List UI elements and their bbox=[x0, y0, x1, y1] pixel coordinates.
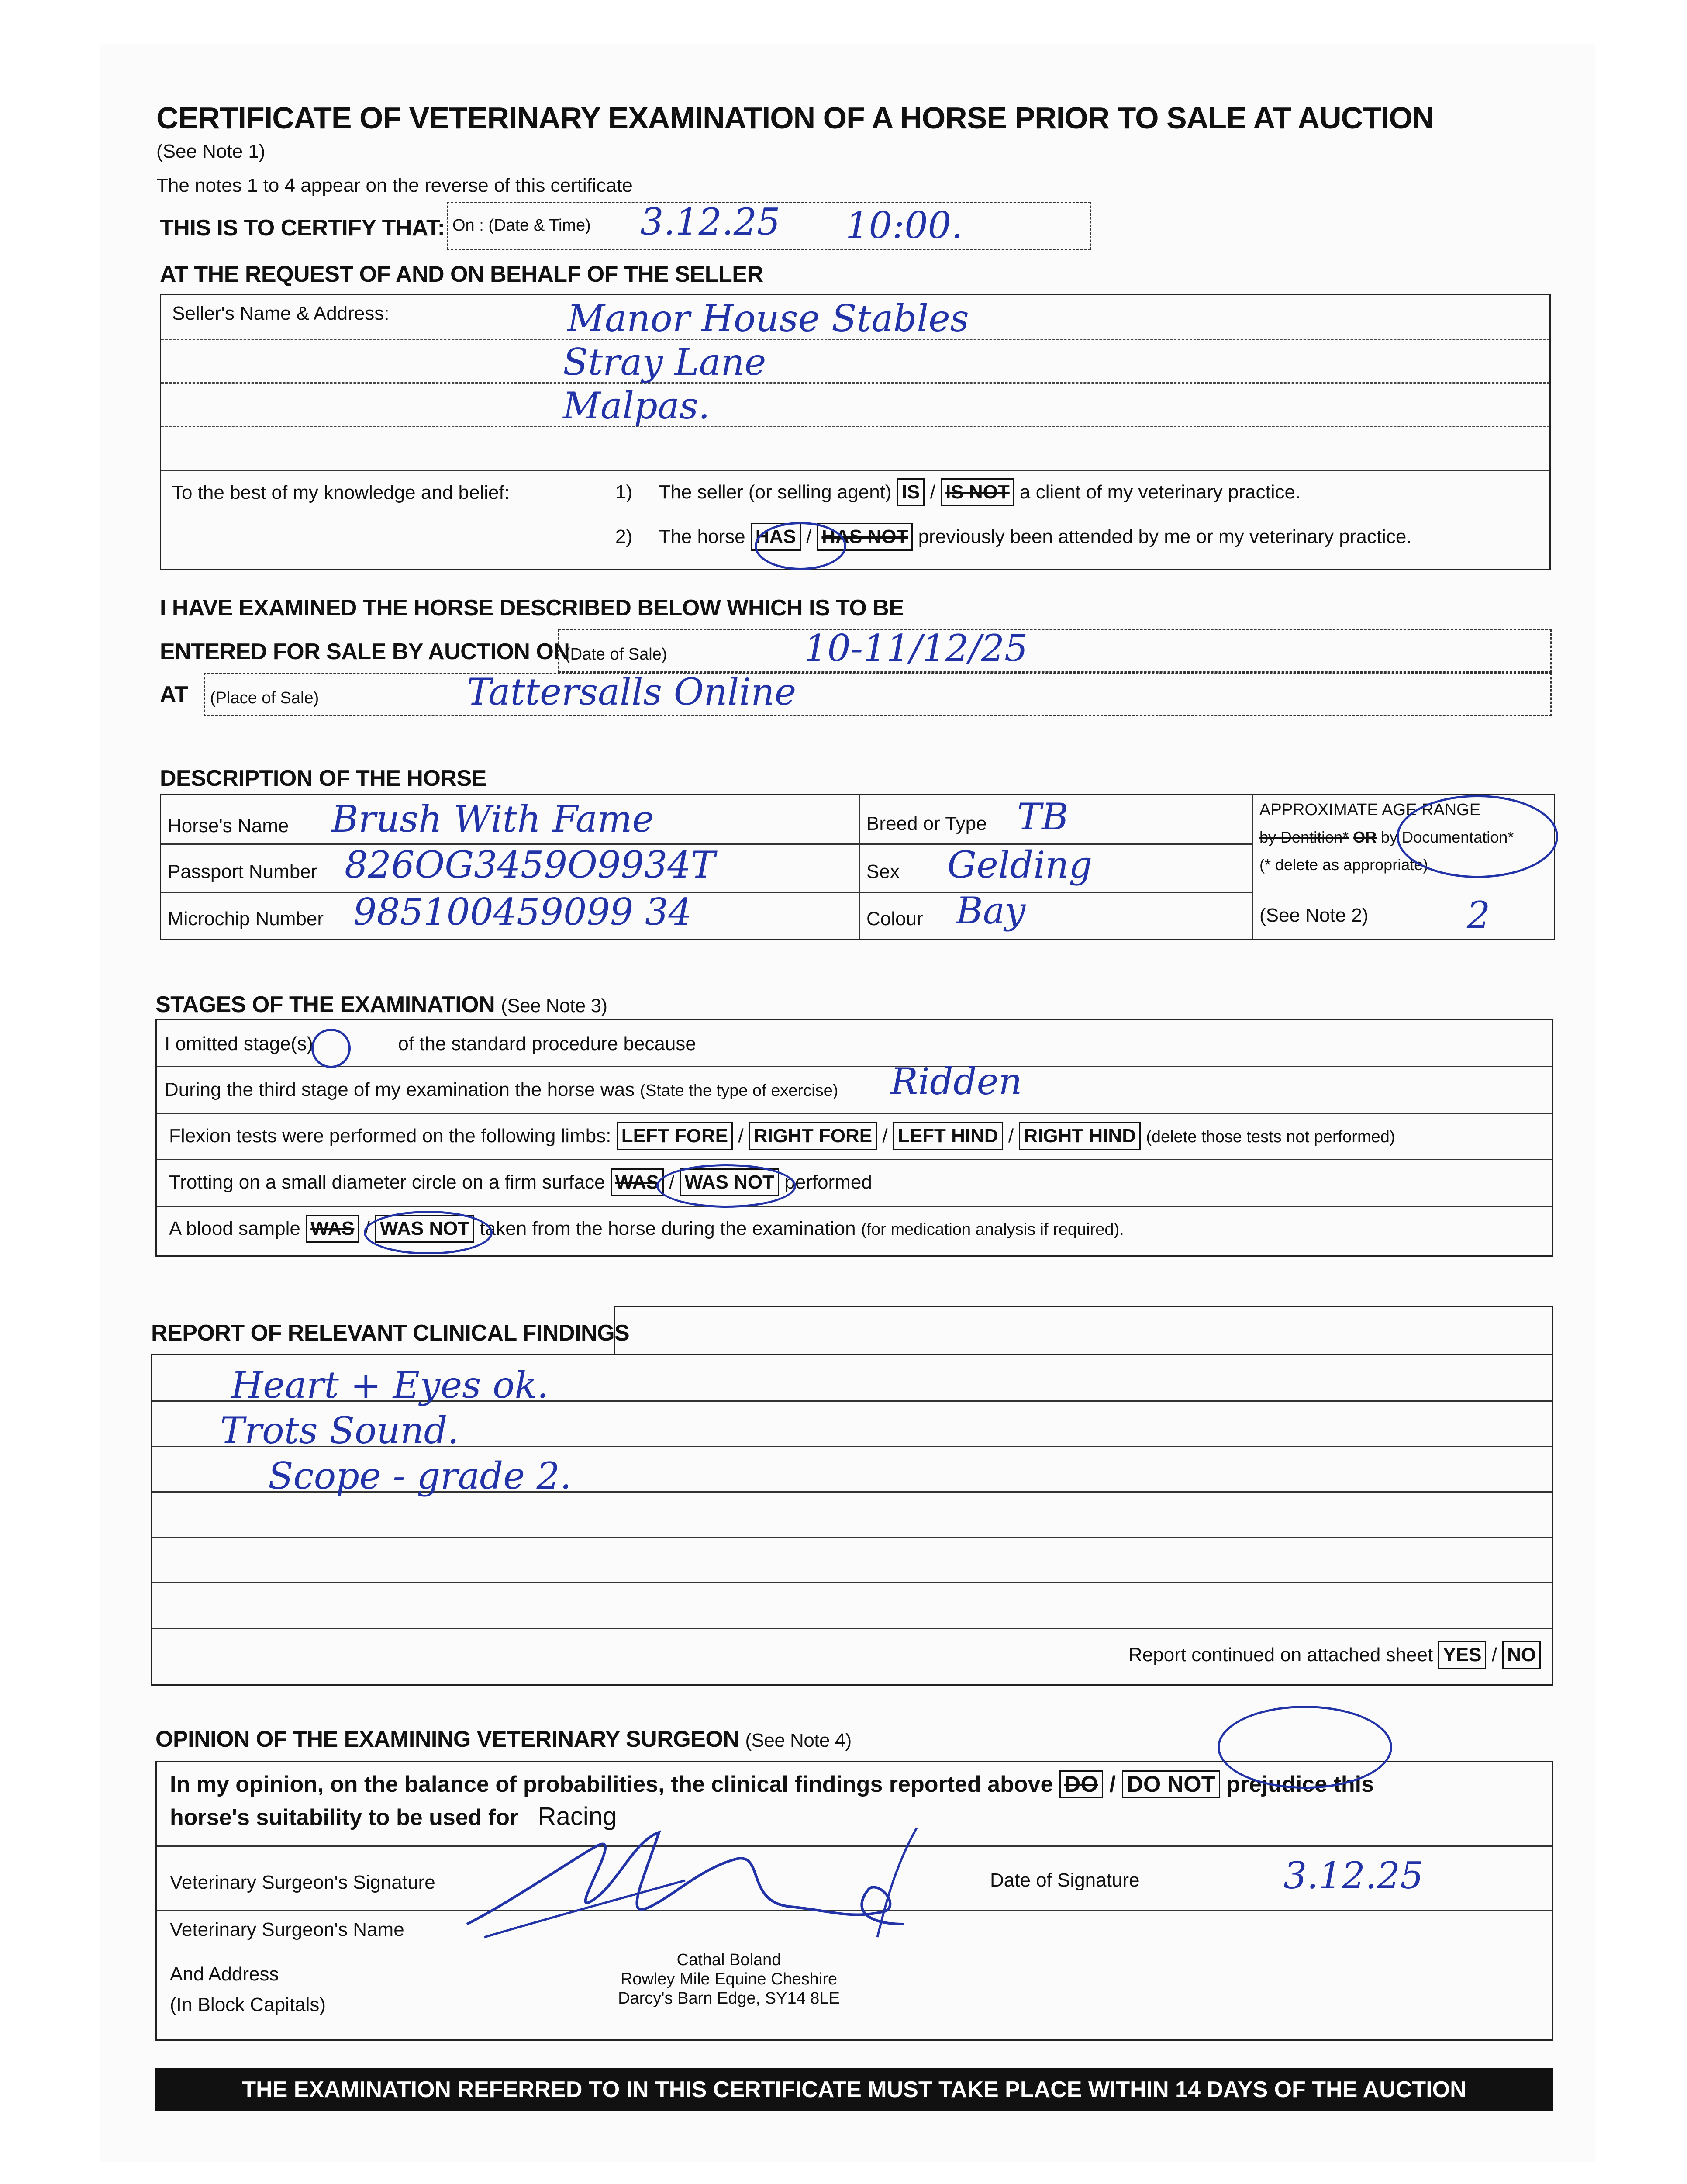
horse-name-label: Horse's Name bbox=[168, 815, 289, 836]
is-option[interactable]: IS bbox=[897, 478, 925, 506]
horse-attended-statement: 2) The horse HAS / HAS NOT previously been attended by me or my veterinary practice. bbox=[615, 523, 1412, 551]
footer-banner: THE EXAMINATION REFERRED TO IN THIS CERTIFICATE MUST TAKE PLACE WITHIN 14 DAYS OF THE AUCTION bbox=[155, 2068, 1553, 2111]
sale-place-value: Tattersalls Online bbox=[467, 670, 797, 713]
colour-value[interactable]: Bay bbox=[956, 889, 1026, 932]
seller-address-line-1[interactable]: Manor House Stables bbox=[567, 297, 969, 340]
stages-table bbox=[155, 1019, 1553, 1257]
omitted-stage-circle-mark bbox=[311, 1029, 351, 1068]
sale-at-label: AT bbox=[160, 682, 188, 707]
seller-address-line-3[interactable]: Malpas. bbox=[563, 384, 710, 427]
seller-client-statement: 1) The seller (or selling agent) IS / IS NOT a client of my veterinary practice. bbox=[615, 478, 1301, 506]
block-capitals-label: (In Block Capitals) bbox=[170, 1994, 326, 2015]
veterinary-signature[interactable] bbox=[458, 1815, 1004, 1955]
blood-was-option[interactable]: WAS bbox=[306, 1215, 359, 1243]
age-heading: APPROXIMATE AGE RANGE bbox=[1259, 801, 1481, 819]
is-not-option[interactable]: IS NOT bbox=[941, 478, 1014, 506]
age-by-documentation: by Documentation* bbox=[1381, 828, 1514, 846]
do-option[interactable]: DO bbox=[1059, 1770, 1103, 1798]
finding-line-2[interactable]: Trots Sound. bbox=[220, 1409, 459, 1452]
age-see-note: (See Note 2) bbox=[1259, 905, 1369, 926]
continued-yes-option[interactable]: YES bbox=[1438, 1641, 1486, 1669]
age-or: OR bbox=[1353, 828, 1377, 846]
belief-label: To the best of my knowledge and belief: bbox=[172, 482, 510, 503]
limb-left-fore[interactable]: LEFT FORE bbox=[617, 1122, 733, 1150]
blood-was-not-option[interactable]: WAS NOT bbox=[375, 1215, 474, 1243]
seller-address-line-2[interactable]: Stray Lane bbox=[563, 341, 766, 384]
trot-was-option[interactable]: WAS bbox=[611, 1168, 664, 1196]
limb-right-fore[interactable]: RIGHT FORE bbox=[749, 1122, 877, 1150]
trot-was-not-option[interactable]: WAS NOT bbox=[680, 1168, 779, 1196]
see-note-1: (See Note 1) bbox=[156, 141, 266, 162]
description-heading: DESCRIPTION OF THE HORSE bbox=[160, 766, 486, 791]
date-signature-value[interactable]: 3.12.25 bbox=[1283, 1854, 1424, 1897]
on-date-field[interactable] bbox=[447, 202, 1091, 250]
stamp-line-3: Darcy's Barn Edge, SY14 8LE bbox=[618, 1989, 840, 2008]
opinion-use-value[interactable]: Racing bbox=[538, 1802, 617, 1831]
sale-line-1: I HAVE EXAMINED THE HORSE DESCRIBED BELOW WHICH IS TO BE bbox=[160, 595, 904, 621]
seller-box bbox=[160, 294, 1551, 570]
opinion-statement: In my opinion, on the balance of probabilities, the clinical findings reported above DO / DO NOT prejudice this bbox=[170, 1770, 1374, 1798]
omitted-stage-row: I omitted stage(s) of the standard procedure because bbox=[165, 1033, 696, 1054]
limb-left-hind[interactable]: LEFT HIND bbox=[893, 1122, 1003, 1150]
sale-date-value: 10-11/12/25 bbox=[804, 627, 1028, 670]
report-continued-row: Report continued on attached sheet YES / NO bbox=[1128, 1641, 1541, 1669]
seller-label: Seller's Name & Address: bbox=[172, 303, 390, 324]
breed-value[interactable]: TB bbox=[1017, 795, 1069, 838]
date-signature-label: Date of Signature bbox=[990, 1870, 1140, 1891]
signature-label: Veterinary Surgeon's Signature bbox=[170, 1872, 435, 1893]
certify-label: THIS IS TO CERTIFY THAT: bbox=[160, 215, 445, 241]
horse-name-value[interactable]: Brush With Fame bbox=[331, 798, 654, 840]
age-by-dentition: by Dentition* bbox=[1259, 828, 1349, 846]
limb-right-hind[interactable]: RIGHT HIND bbox=[1019, 1122, 1141, 1150]
third-stage-row: During the third stage of my examination the horse was (State the type of exercise) bbox=[165, 1079, 838, 1100]
passport-label: Passport Number bbox=[168, 861, 317, 882]
on-date-label: On : (Date & Time) bbox=[452, 216, 591, 235]
trotting-row: Trotting on a small diameter circle on a firm surface WAS / WAS NOT performed bbox=[169, 1168, 872, 1196]
description-table bbox=[160, 794, 1555, 940]
colour-label: Colour bbox=[866, 908, 923, 930]
opinion-heading: OPINION OF THE EXAMINING VETERINARY SURGEON (See Note 4) bbox=[155, 1727, 852, 1752]
trot-was-not-circle-mark bbox=[656, 1164, 796, 1208]
do-not-circle-mark bbox=[1218, 1706, 1392, 1789]
continued-no-option[interactable]: NO bbox=[1502, 1641, 1541, 1669]
stamp-line-2: Rowley Mile Equine Cheshire bbox=[620, 1970, 838, 1988]
findings-box bbox=[151, 1354, 1553, 1686]
notes-line: The notes 1 to 4 appear on the reverse of this certificate bbox=[156, 175, 633, 196]
third-stage-value[interactable]: Ridden bbox=[890, 1060, 1022, 1103]
vet-address-label: And Address bbox=[170, 1963, 279, 1985]
opinion-box bbox=[155, 1761, 1553, 2041]
sex-value[interactable]: Gelding bbox=[947, 843, 1093, 886]
microchip-label: Microchip Number bbox=[168, 908, 324, 930]
seller-heading: AT THE REQUEST OF AND ON BEHALF OF THE SELLER bbox=[160, 262, 763, 287]
certificate-title: CERTIFICATE OF VETERINARY EXAMINATION OF A HORSE PRIOR TO SALE AT AUCTION bbox=[156, 101, 1434, 135]
findings-heading: REPORT OF RELEVANT CLINICAL FINDINGS bbox=[151, 1320, 630, 1346]
sale-date-field[interactable] bbox=[558, 629, 1552, 673]
stages-heading: STAGES OF THE EXAMINATION (See Note 3) bbox=[155, 992, 607, 1017]
documentation-circle-mark bbox=[1397, 795, 1558, 878]
findings-heading-box bbox=[614, 1306, 1553, 1355]
sale-place-label: (Place of Sale) bbox=[210, 689, 319, 707]
blood-was-not-circle-mark bbox=[364, 1211, 493, 1254]
sale-place-field[interactable] bbox=[204, 670, 1552, 716]
has-not-option[interactable]: HAS NOT bbox=[817, 523, 913, 551]
vet-address-stamp bbox=[593, 1950, 864, 2008]
passport-value[interactable]: 826OG3459O9934T bbox=[345, 843, 715, 886]
finding-line-1[interactable]: Heart + Eyes ok. bbox=[231, 1364, 549, 1406]
has-option[interactable]: HAS bbox=[751, 523, 801, 551]
flexion-row: Flexion tests were performed on the following limbs: LEFT FORE / RIGHT FORE / LEFT HIND / RIGHT HIND (delete those tests not performed) bbox=[169, 1122, 1395, 1150]
sale-date-label: (Date of Sale) bbox=[565, 645, 667, 663]
microchip-value[interactable]: 985100459099 34 bbox=[353, 891, 692, 933]
sex-label: Sex bbox=[866, 861, 900, 882]
finding-line-3[interactable]: Scope - grade 2. bbox=[268, 1455, 572, 1497]
breed-label: Breed or Type bbox=[866, 813, 987, 834]
blood-row: A blood sample WAS / WAS NOT taken from the horse during the examination (for medication analysis if required). bbox=[169, 1215, 1124, 1243]
opinion-use-line: horse's suitability to be used for Racing bbox=[170, 1802, 617, 1831]
vet-name-label: Veterinary Surgeon's Name bbox=[170, 1919, 404, 1940]
do-not-option[interactable]: DO NOT bbox=[1122, 1770, 1220, 1798]
sale-line-2: ENTERED FOR SALE BY AUCTION ON bbox=[160, 639, 570, 664]
age-delete-note: (* delete as appropriate) bbox=[1259, 856, 1428, 874]
age-value[interactable]: 2 bbox=[1467, 894, 1490, 936]
certificate-page bbox=[100, 44, 1595, 2162]
has-circle-mark bbox=[755, 522, 846, 570]
on-date-value: 3.12.25 bbox=[640, 200, 780, 243]
stamp-line-1: Cathal Boland bbox=[676, 1951, 781, 1969]
on-time-value: 10:00. bbox=[845, 204, 963, 247]
